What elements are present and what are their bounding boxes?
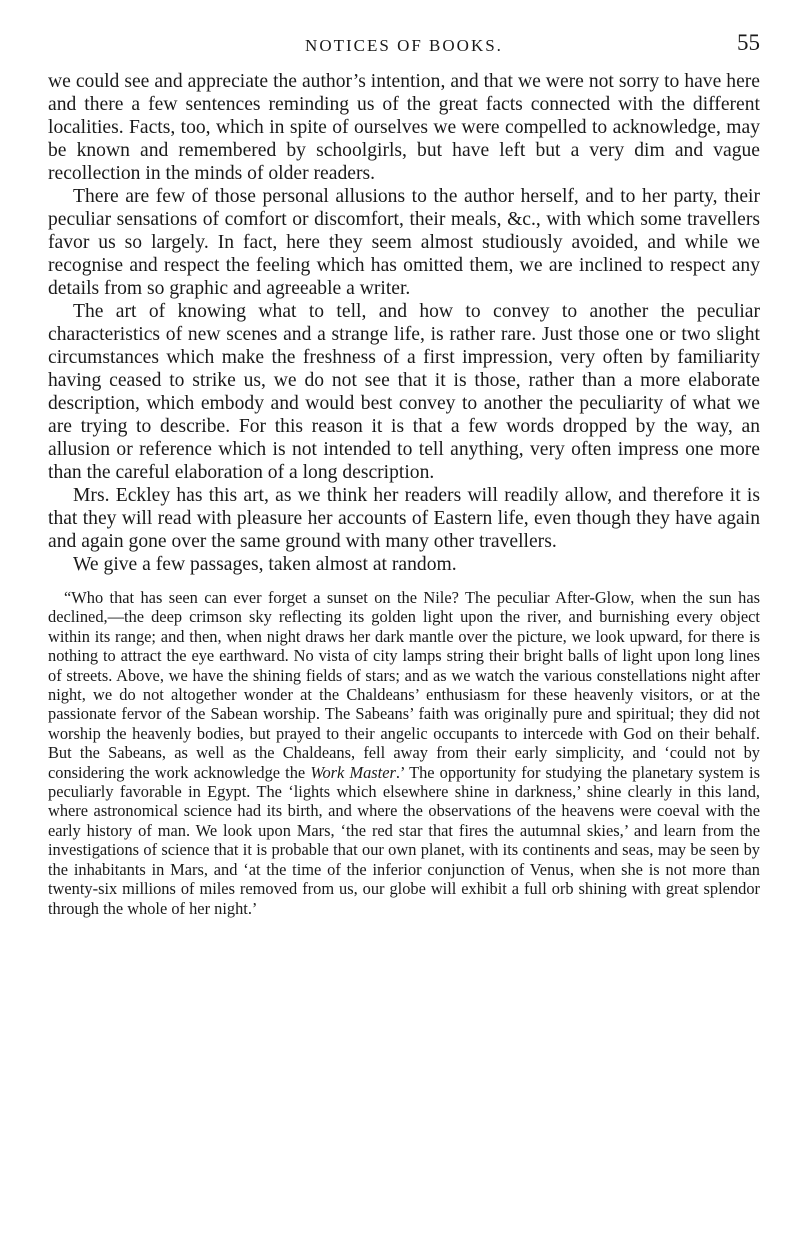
- running-head: [48, 30, 760, 70]
- paragraph-5: We give a few passages, taken almost at random.: [73, 554, 457, 575]
- quoted-passage: [48, 588, 760, 918]
- paragraph-2: There are few of those personal allusions to the author herself, and to her party, their peculiar sensations of comfort or discomfort, their meals, &c., with which some travellers favor us so largely. In fact, here they seem almost studiously avoided, and while we recognise and respect the feeling which has omitted them, we are inclined to respect any details from so graphic and agreeable a writer.: [48, 186, 760, 299]
- body-text: [48, 70, 760, 576]
- quote-text-end: .’ The opportunity for studying the planetary system is peculiarly favorable in Egypt. The ‘lights which elsewhere shine in darkness,’ shine clearly in this land, where astronomical science had its birth, and where the observations of the heavens were coeval with the early history of man. We look upon Mars, ‘the red star that fires the autumnal skies,’ and learn from the investigations of science that it is probable that our own planet, with its continents and seas, may be seen by the inhabitants in Mars, and ‘at the time of the inferior conjunction of Venus, when she is not more than twenty-six millions of miles removed from us, our globe will exhibit a full orb shining with great splendor through the whole of her night.’: [48, 762, 760, 918]
- running-title: NOTICES OF BOOKS.: [305, 36, 503, 55]
- paragraph-4: Mrs. Eckley has this art, as we think her readers will readily allow, and therefore it is that they will read with pleasure her accounts of Eastern life, even though they have again and again gone over the same ground with many other travellers.: [48, 485, 760, 552]
- quote-text-start: “Who that has seen can ever forget a sunset on the Nile? The peculiar After-Glow, when the sun has declined,—the deep crimson sky reflecting its golden light upon the river, and burnishing every object within its range; and then, when night draws her dark mantle over the picture, we look upward, for there is nothing to attract the eye earthward. No vista of city lamps string their bright balls of light upon long lines of streets. Above, we have the shining fields of stars; and as we watch the various constellations night after night, we do not altogether wonder at the Chaldeans’ enthusiasm for these heavenly visitors, or at the passionate fervor of the Sabean worship. The Sabeans’ faith was originally pure and spiritual; they did not worship the heavenly bodies, but prayed to their angelic occupants to intercede with God on their behalf. But the Sabeans, as well as the Chaldeans, fell away from their early simplicity, and ‘could not by considering the work acknowledge the: [48, 588, 760, 782]
- paragraph-1: we could see and appreciate the author’s intention, and that we were not sorry to have here and there a few sentences reminding us of the great facts connected with the different localities. Facts, too, which in spite of ourselves we were compelled to acknowledge, may be known and remembered by schoolgirls, but have left but a very dim and vague recollection in the minds of older readers.: [48, 71, 760, 184]
- paragraph-3: The art of knowing what to tell, and how to convey to another the peculiar characteristics of new scenes and a strange life, is rather rare. Just those one or two slight circumstances which make the freshness of a first impression, very often by familiarity having ceased to strike us, we do not see that it is those, rather than a more elaborate description, which embody and would best convey to another the peculiarity of what we are trying to describe. For this reason it is that a few words dropped by the way, an allusion or reference which is not intended to tell anything, very often impress one more than the careful elaboration of a long description.: [48, 301, 760, 483]
- quote-italic-phrase: Work Master: [310, 762, 396, 782]
- book-page: [48, 30, 760, 934]
- page-number: 55: [737, 30, 760, 55]
